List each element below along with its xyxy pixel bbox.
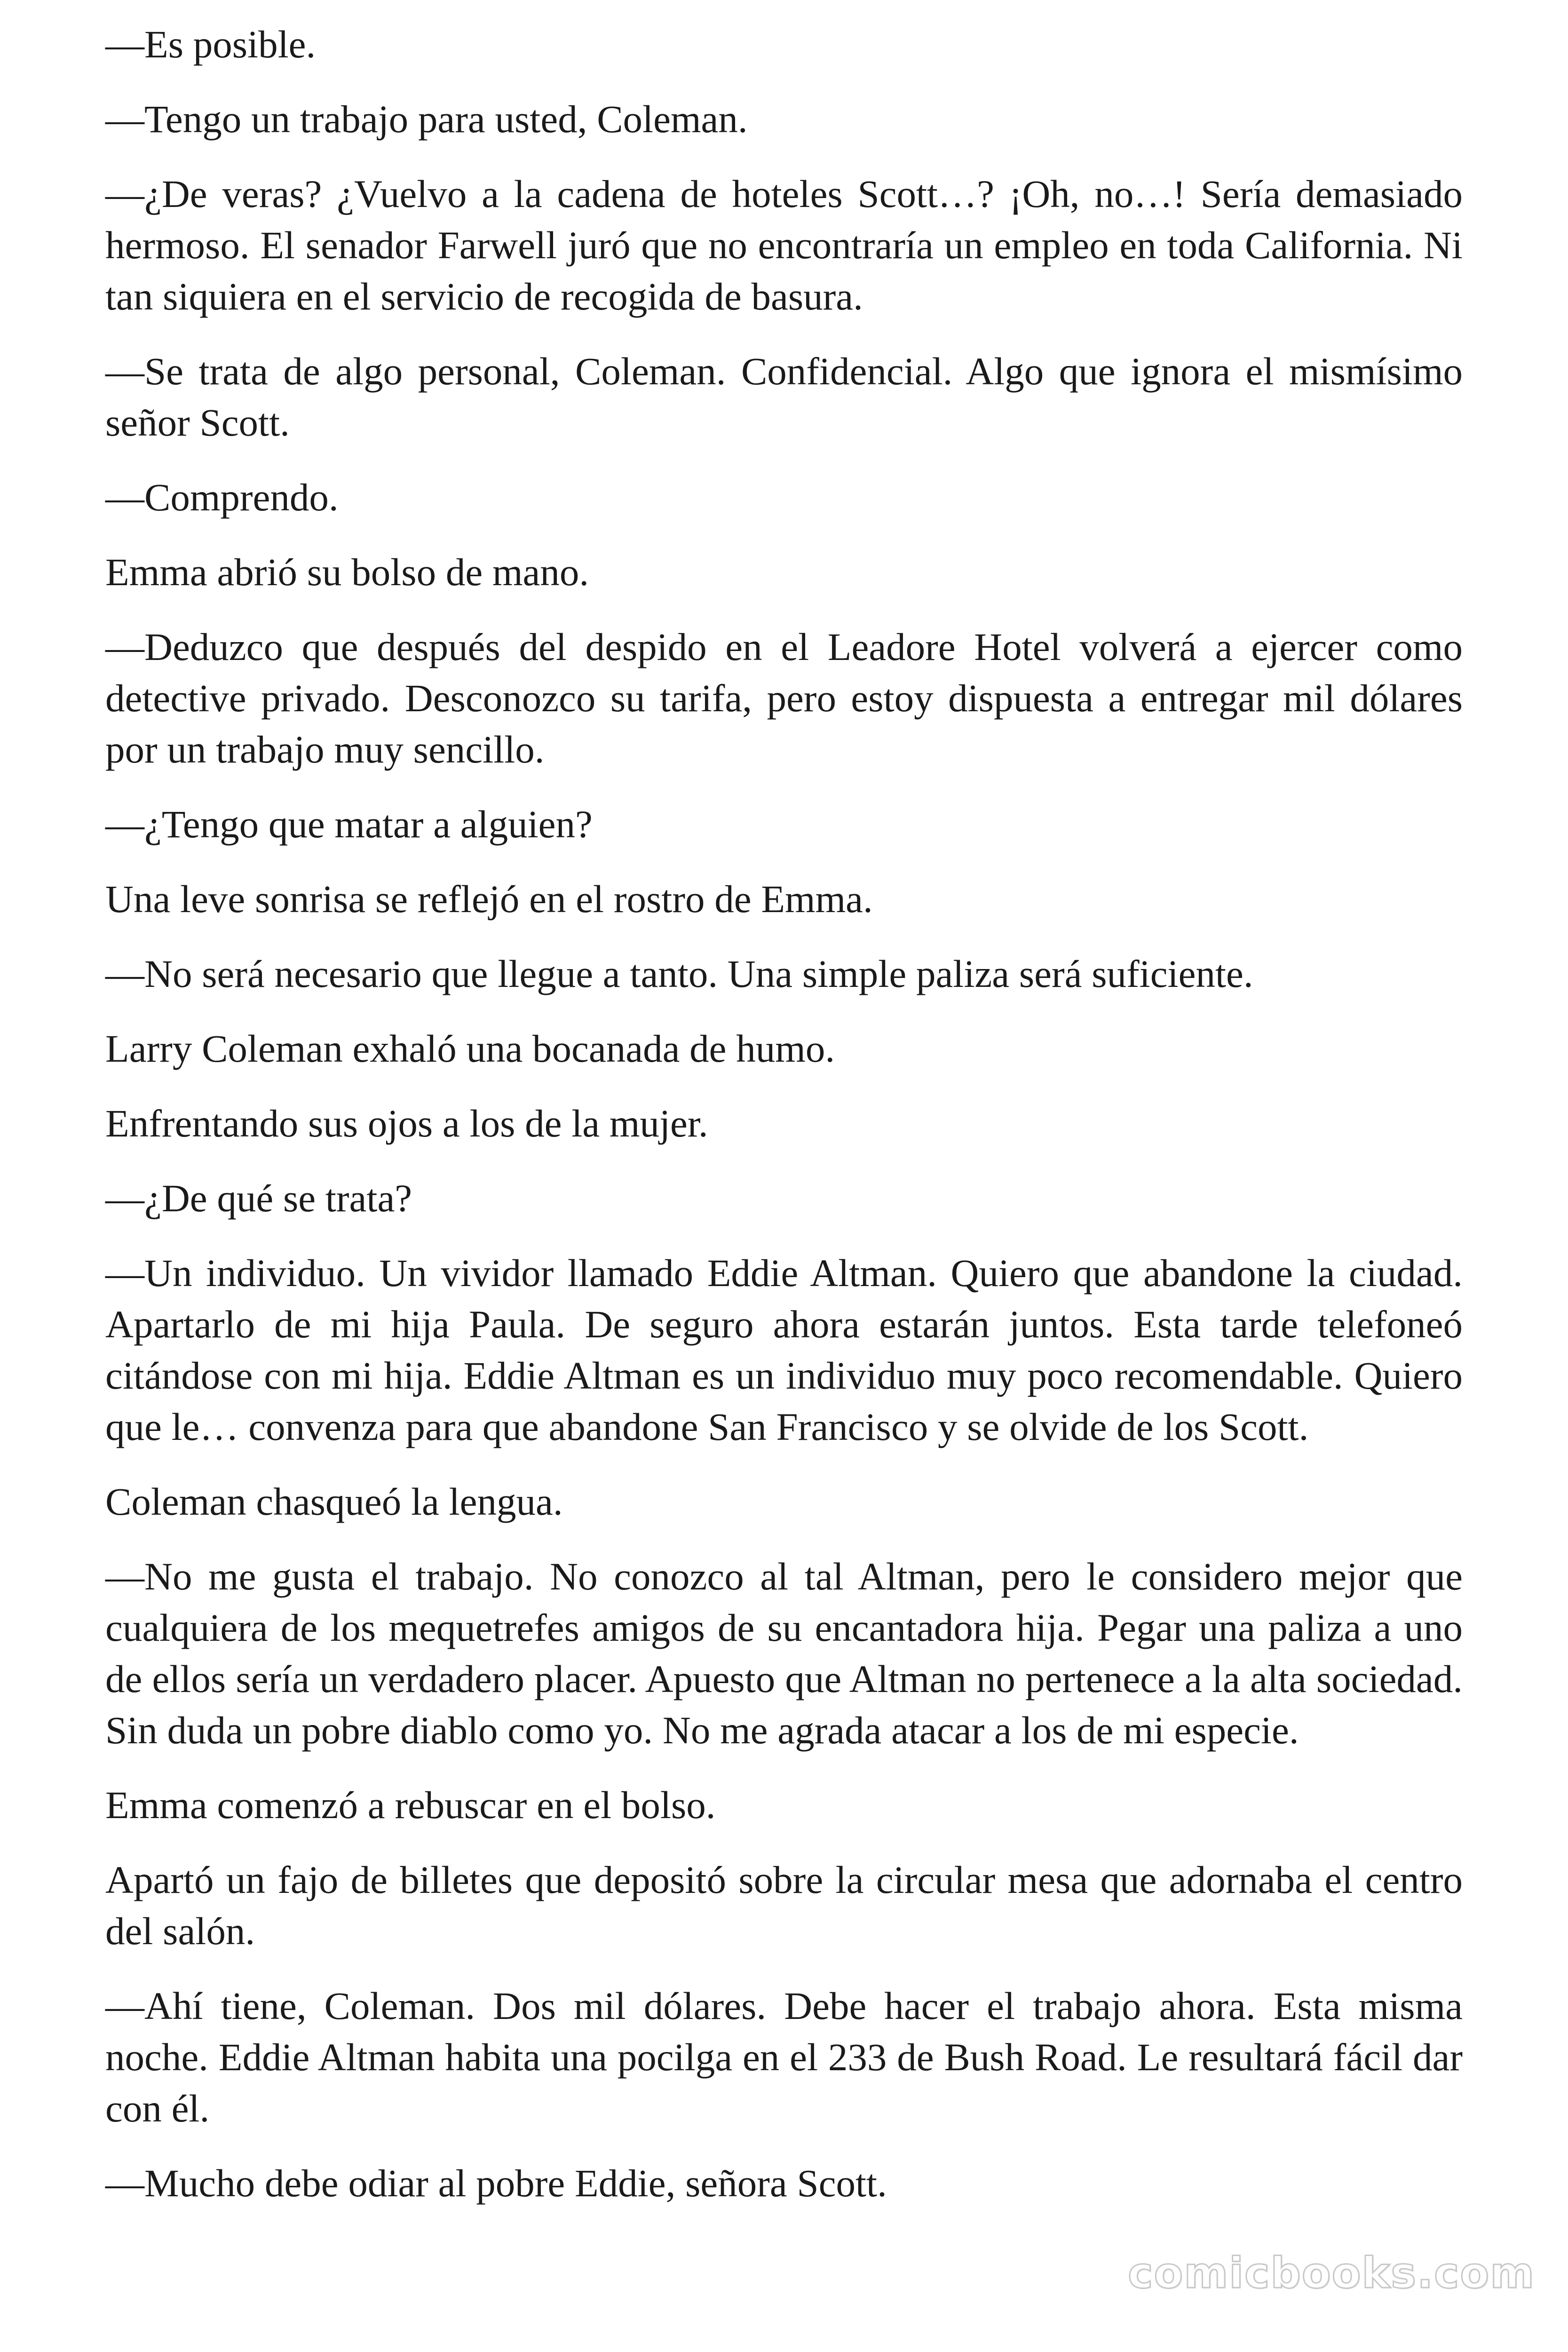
paragraph: —Mucho debe odiar al pobre Eddie, señora Scott. xyxy=(105,2161,887,2205)
paragraph: Emma abrió su bolso de mano. xyxy=(105,550,589,594)
paragraph: —Deduzco que después del despido en el Leadore Hotel volverá a ejercer como detective privado. Desconozco su tarifa, pero estoy dispuesta a entregar mil dólares por un trabajo muy sencillo. xyxy=(105,625,1463,771)
paragraph: —Comprendo. xyxy=(105,476,339,519)
paragraph: —¿De veras? ¿Vuelvo a la cadena de hoteles Scott…? ¡Oh, no…! Sería demasiado hermoso. El senador Farwell juró que no encontraría un empleo en toda California. Ni tan siquiera en el servicio de recogida de basura. xyxy=(105,172,1463,318)
paragraph: —Es posible. xyxy=(105,23,316,66)
paragraph: Enfrentando sus ojos a los de la mujer. xyxy=(105,1102,708,1145)
paragraph: Emma comenzó a rebuscar en el bolso. xyxy=(105,1783,716,1827)
paragraph: —¿De qué se trata? xyxy=(105,1176,412,1220)
watermark-logo: comicbooks.com xyxy=(1128,2249,1535,2298)
paragraph: —Ahí tiene, Coleman. Dos mil dólares. Debe hacer el trabajo ahora. Esta misma noche. Eddie Altman habita una pocilga en el 233 de Bush Road. Le resultará fácil dar con él. xyxy=(105,1984,1463,2130)
paragraph: Apartó un fajo de billetes que depositó sobre la circular mesa que adornaba el centro del salón. xyxy=(105,1858,1463,1953)
paragraph: —¿Tengo que matar a alguien? xyxy=(105,803,593,846)
paragraph: —Tengo un trabajo para usted, Coleman. xyxy=(105,97,748,141)
paragraph: —No me gusta el trabajo. No conozco al tal Altman, pero le considero mejor que cualquiera de los mequetrefes amigos de su encantadora hija. Pegar una paliza a uno de ellos sería un verdadero placer. Apuesto que Altman no pertenece a la alta sociedad. Sin duda un pobre diablo como yo. No me agrada atacar a los de mi especie. xyxy=(105,1555,1463,1752)
page-text xyxy=(105,19,1463,2233)
paragraph: —Un individuo. Un vividor llamado Eddie Altman. Quiero que abandone la ciudad. Apartarlo de mi hija Paula. De seguro ahora estarán juntos. Esta tarde telefoneó citándose con mi hija. Eddie Altman es un individuo muy poco recomendable. Quiero que le… convenza para que abandone San Francisco y se olvide de los Scott. xyxy=(105,1251,1463,1448)
paragraph: Larry Coleman exhaló una bocanada de humo. xyxy=(105,1027,835,1070)
paragraph: Coleman chasqueó la lengua. xyxy=(105,1480,563,1523)
paragraph: —Se trata de algo personal, Coleman. Confidencial. Algo que ignora el mismísimo señor Scott. xyxy=(105,350,1463,444)
paragraph: Una leve sonrisa se reflejó en el rostro de Emma. xyxy=(105,877,873,921)
paragraph: —No será necesario que llegue a tanto. Una simple paliza será suficiente. xyxy=(105,952,1253,995)
